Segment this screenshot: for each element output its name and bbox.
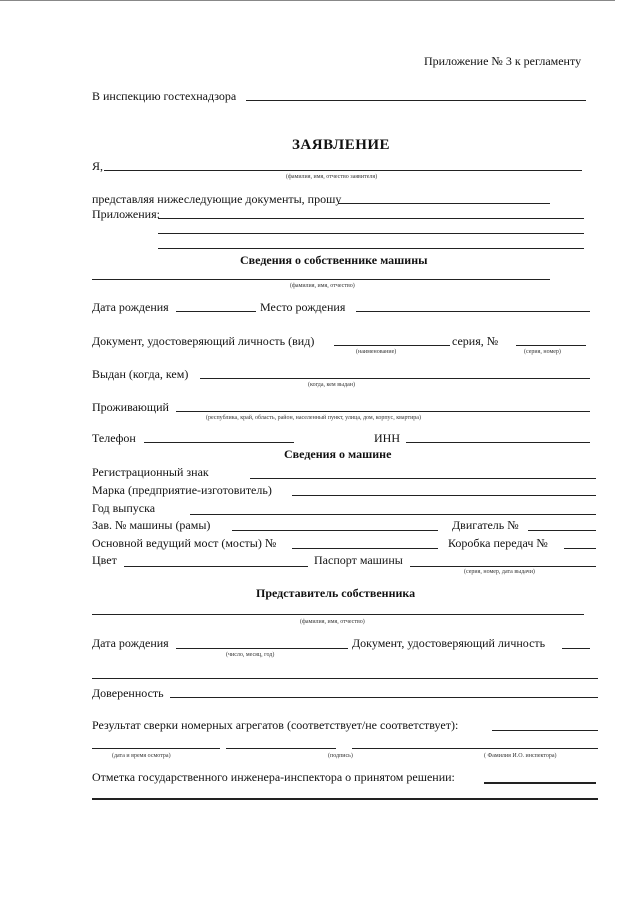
owner-issued-field[interactable]	[200, 378, 590, 379]
machine-heading: Сведения о машине	[284, 447, 392, 461]
rep-birth-date-field[interactable]	[176, 648, 348, 649]
owner-id-kind-field[interactable]	[334, 345, 450, 346]
engine-field[interactable]	[528, 530, 596, 531]
decision-label: Отметка государственного инженера-инспектора о принятом решении:	[92, 770, 455, 784]
proxy-field[interactable]	[170, 697, 598, 698]
frame-no-field[interactable]	[232, 530, 438, 531]
applicant-name-field[interactable]	[104, 170, 582, 171]
decision-field[interactable]	[484, 782, 596, 784]
owner-phone-field[interactable]	[144, 442, 294, 443]
owner-birth-date-field[interactable]	[176, 311, 256, 312]
owner-issued-caption: (когда, кем выдан)	[308, 382, 356, 388]
owner-residing-label: Проживающий	[92, 400, 169, 414]
applicant-prefix: Я,	[92, 159, 104, 173]
make-label: Марка (предприятие-изготовитель)	[92, 483, 272, 497]
representative-name-caption: (фамилия, имя, отчество)	[300, 619, 365, 625]
axle-label: Основной ведущий мост (мосты) №	[92, 536, 277, 550]
owner-residing-caption: (республика, край, область, район, населенный пункт, улица, дом, корпус, квартира)	[206, 415, 421, 421]
engine-label: Двигатель №	[452, 518, 519, 532]
rep-birth-date-caption: (число, месяц, год)	[226, 652, 275, 658]
gearbox-field[interactable]	[564, 548, 596, 549]
rep-birth-date-label: Дата рождения	[92, 636, 169, 650]
scan-top-border	[0, 0, 615, 1]
verification-result-field[interactable]	[492, 730, 598, 731]
request-field[interactable]	[338, 203, 550, 204]
passport-label: Паспорт машины	[314, 553, 403, 567]
reg-sign-field[interactable]	[250, 478, 596, 479]
owner-birth-date-label: Дата рождения	[92, 300, 169, 314]
year-label: Год выпуска	[92, 501, 156, 515]
inspection-signature-field[interactable]	[226, 748, 336, 749]
owner-name-field[interactable]	[92, 279, 550, 280]
owner-issued-label: Выдан (когда, кем)	[92, 367, 189, 381]
rep-id-document-field-2[interactable]	[92, 678, 598, 679]
attachments-line-2[interactable]	[158, 233, 584, 234]
rep-id-document-field[interactable]	[562, 648, 590, 649]
color-label: Цвет	[92, 553, 117, 567]
color-field[interactable]	[124, 566, 308, 567]
inspection-field[interactable]	[246, 100, 586, 101]
representative-heading: Представитель собственника	[256, 586, 416, 600]
frame-no-label: Зав. № машины (рамы)	[92, 518, 211, 532]
proxy-label: Доверенность	[92, 686, 164, 700]
owner-series-caption: (серия, номер)	[524, 349, 561, 355]
year-field[interactable]	[190, 514, 596, 515]
owner-series-label: серия, №	[452, 334, 499, 348]
inspector-name-caption: ( Фамилия И.О. инспектора)	[484, 753, 557, 759]
axle-field[interactable]	[292, 548, 438, 549]
inspection-signature-caption: (подпись)	[328, 753, 353, 759]
attachments-label: Приложения:	[92, 207, 160, 221]
decision-field-2[interactable]	[92, 798, 598, 800]
verification-result-label: Результат сверки номерных агрегатов (соответствует/не соответствует):	[92, 718, 459, 732]
inspection-date-caption: (дата и время осмотра)	[112, 753, 171, 759]
owner-residing-field[interactable]	[176, 411, 590, 412]
inspection-date-field[interactable]	[92, 748, 220, 749]
owner-birth-place-label: Место рождения	[260, 300, 346, 314]
owner-series-field[interactable]	[516, 345, 586, 346]
rep-id-document-label: Документ, удостоверяющий личность	[352, 636, 546, 650]
reg-sign-label: Регистрационный знак	[92, 465, 209, 479]
owner-inn-field[interactable]	[406, 442, 590, 443]
attachments-line-3[interactable]	[158, 248, 584, 249]
owner-id-document-label: Документ, удостоверяющий личность (вид)	[92, 334, 315, 348]
owner-name-caption: (фамилия, имя, отчество)	[290, 283, 355, 289]
owner-phone-label: Телефон	[92, 431, 136, 445]
owner-id-kind-caption: (наименование)	[356, 349, 397, 355]
form-title: ЗАЯВЛЕНИЕ	[292, 137, 391, 153]
owner-heading: Сведения о собственнике машины	[240, 253, 428, 267]
passport-caption: (серия, номер, дата выдачи)	[464, 569, 535, 575]
inspector-name-field[interactable]	[352, 748, 598, 749]
representative-name-field[interactable]	[92, 614, 584, 615]
owner-inn-label: ИНН	[374, 431, 400, 445]
owner-birth-place-field[interactable]	[356, 311, 590, 312]
inspection-label: В инспекцию гостехнадзора	[92, 89, 237, 103]
attachments-line-1[interactable]	[158, 218, 584, 219]
annex-label: Приложение № 3 к регламенту	[424, 54, 582, 68]
make-field[interactable]	[292, 495, 596, 496]
applicant-caption: (фамилия, имя, отчество заявителя)	[286, 174, 378, 180]
gearbox-label: Коробка передач №	[448, 536, 548, 550]
request-text: представляя нижеследующие документы, прошу	[92, 192, 342, 206]
passport-field[interactable]	[410, 566, 596, 567]
